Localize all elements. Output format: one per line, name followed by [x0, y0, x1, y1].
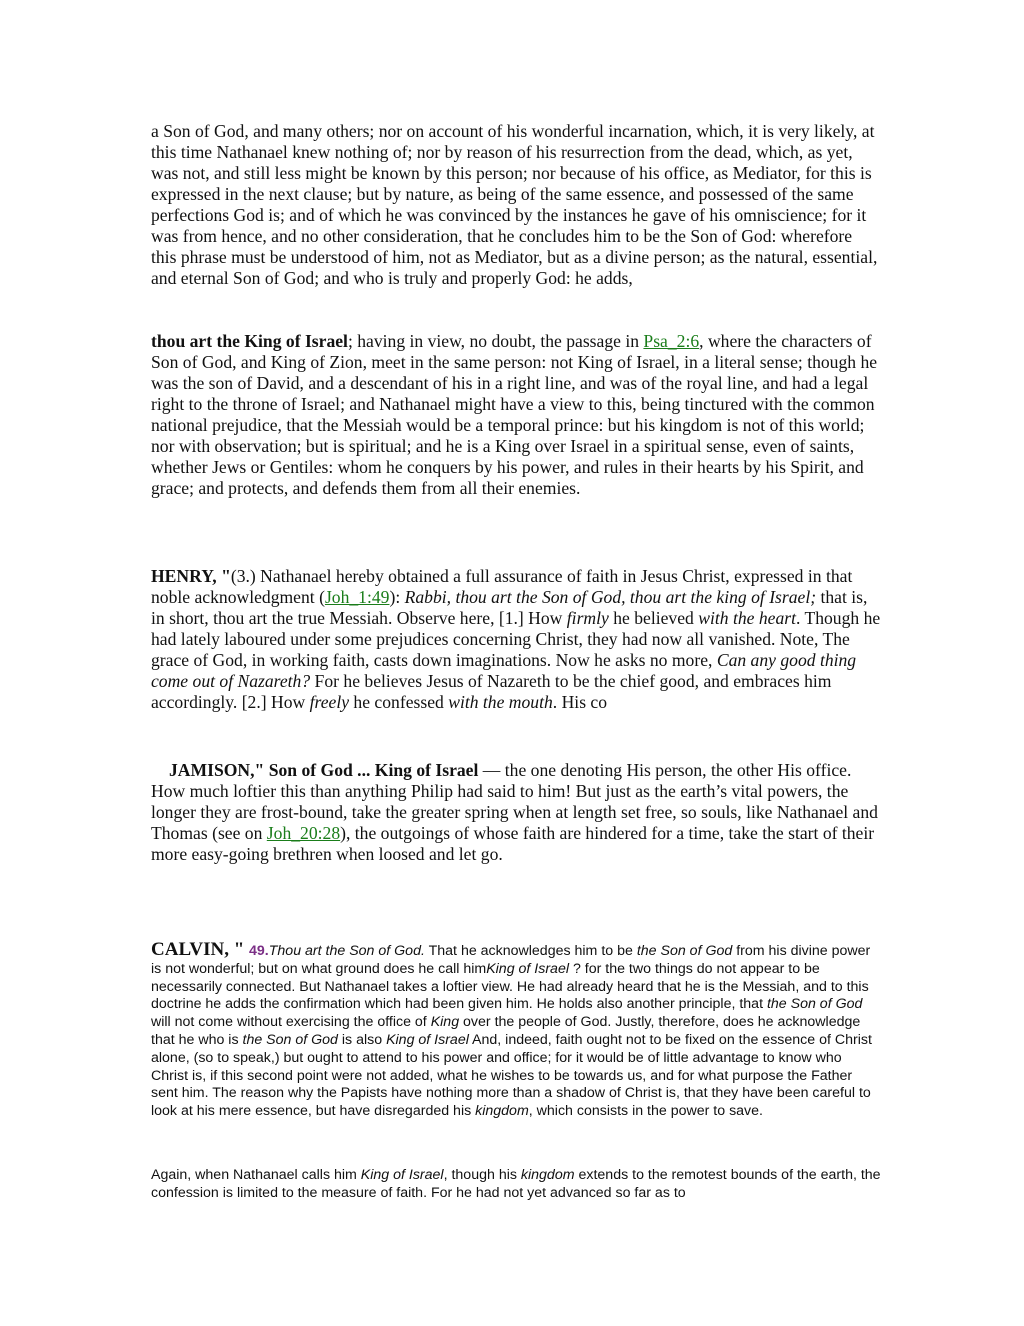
text-run: over the people of God. Justly, therefore, does he acknowledge that he who is: [151, 1014, 861, 1048]
commentator-label-jamison: JAMISON," Son of God ... King of Israel: [169, 760, 479, 780]
text-run: . Though he had lately laboured under some prejudices concerning Christ, they had now all vanished. Note, The grace of God, in working faith, casts down imaginations. Now he asks no more,: [151, 608, 881, 670]
text-run: For he believes Jesus of Nazareth to be the chief good, and embraces him accordingly. [2.] How: [151, 671, 832, 712]
verse-number: 49.: [249, 943, 269, 959]
text-run: . His co: [552, 692, 608, 712]
text-run: That he acknowledges him to be: [424, 943, 637, 959]
text-run: is also: [337, 1031, 387, 1048]
italic-run: with the heart: [698, 608, 796, 628]
text-run: extends to the remotest bounds of the earth, the confession is limited to the measure of faith. For he had not yet advanced so far as to: [151, 1167, 881, 1201]
text-run: he believed: [608, 608, 699, 628]
text-run: — the one denoting His person, the other His office. How much loftier this than anything Philip had said to him! But just as the earth’s vital powers, the longer they are frost-bound, take the greater spring when at length set free, so souls, like Nathanael and Thomas (see on: [151, 760, 878, 843]
italic-run: King of Israel: [360, 1167, 444, 1183]
italic-run: firmly: [566, 608, 609, 628]
text-run: ? for the two things do not appear to be necessarily connected. But Nathanael takes a loftier view. He had already heard that he is the Messiah, and to this doctrine he adds the confirmation which had been given him. He holds also another principle, that: [151, 960, 869, 1013]
text-run: ):: [389, 587, 405, 607]
commentator-label-henry: HENRY, ": [151, 566, 231, 586]
lead-phrase: thou art the King of Israel: [151, 331, 348, 351]
paragraph-henry: [151, 566, 881, 713]
italic-run: Thou art the Son of God.: [268, 943, 425, 959]
text-run: , though his: [443, 1167, 521, 1183]
italic-run: freely: [309, 692, 350, 712]
text-run: , where the characters of Son of God, and King of Zion, meet in the same person: not King of Israel, in a literal sense; though he was the son of David, and a descendant of his in a right line, and was of the royal line, and had a legal right to the throne of Israel; and Nathanael might have a view to this, being tinctured with the common national prejudice, that the Messiah would be a temporal prince: but his kingdom is not of this world; nor with observation; but is spiritual; and he is a King over Israel in a spiritual sense, even of saints, whether Jews or Gentiles: whom he conquers by his power, and rules in their hearts by his Spirit, and grace; and protects, and defends them from all their enemies.: [151, 331, 878, 498]
paragraph-jamison: [151, 760, 881, 865]
text-run: Again, when Nathanael calls him: [151, 1167, 361, 1183]
italic-run: kingdom: [520, 1167, 575, 1183]
text-run: he confessed: [349, 692, 449, 712]
text-run: ), the outgoings of whose faith are hindered for a time, take the start of their more easy-going brethren when loosed and let go.: [151, 823, 875, 864]
scripture-link-psa-2-6[interactable]: Psa_2:6: [643, 331, 700, 351]
paragraph-gill-continuation: [151, 121, 881, 289]
scripture-link-joh-20-28[interactable]: Joh_20:28: [266, 823, 341, 843]
text-run: that is, in short, thou art the true Messiah. Observe here, [1.] How: [151, 587, 868, 628]
italic-run: the Son of God: [766, 996, 863, 1013]
text-run: (3.) Nathanael hereby obtained a full assurance of faith in Jesus Christ, expressed in that noble acknowledgment (: [151, 566, 853, 607]
italic-run: King: [430, 1014, 460, 1031]
italic-run: the Son of God: [242, 1031, 338, 1048]
scripture-link-joh-1-49[interactable]: Joh_1:49: [324, 587, 390, 607]
paragraph-calvin: [151, 941, 881, 1121]
text-run: , which consists in the power to save.: [528, 1103, 763, 1120]
italic-run: Rabbi, thou art the Son of God, thou art the king of Israel;: [404, 587, 817, 607]
paragraph-calvin-continued: [151, 1167, 881, 1203]
text-run: ; having in view, no doubt, the passage in: [347, 331, 644, 351]
italic-run: kingdom: [475, 1103, 529, 1120]
text-run: And, indeed, faith ought not to be fixed on the essence of Christ alone, (so to speak,) but ought to attend to his power and office; for it would be of little advantage to know who Christ is, if this second point were not added, what he wishes to be towards us, and for what purpose the Father sent him. The reason why the Papists have nothing more than a shadow of Christ is, that they have been careful to look at his mere essence, but have disregarded his: [151, 1031, 872, 1120]
text-run: will not come without exercising the office of: [151, 1014, 431, 1031]
text-run: from his divine power is not wonderful; but on what ground does he call him: [151, 943, 871, 977]
italic-run: King of Israel: [386, 1031, 469, 1048]
paragraph-king-of-israel: [151, 331, 881, 499]
italic-run: King of Israel: [486, 960, 569, 977]
italic-run: the Son of God: [636, 943, 733, 959]
commentator-label-calvin: CALVIN, ": [151, 939, 250, 960]
italic-run: Can any good thing come out of Nazareth?: [151, 650, 857, 691]
paragraph-text: a Son of God, and many others; nor on account of his wonderful incarnation, which, it is very likely, at this time Nathanael knew nothing of; nor by reason of his resurrection from the dead, which, as yet, was not, and still less might be known by this person; nor because of his office, as Mediator, for this is expressed in the next clause; but by nature, as being of the same essence, and possessed of the same perfections God is; and of which he was convinced by the instances he gave of his omniscience; for it was from hence, and no other consideration, that he concludes him to be the Son of God: wherefore this phrase must be understood of him, not as Mediator, but as a divine person; as the natural, essential, and eternal Son of God; and who is truly and properly God: he adds,: [151, 121, 878, 288]
italic-run: with the mouth: [448, 692, 553, 712]
